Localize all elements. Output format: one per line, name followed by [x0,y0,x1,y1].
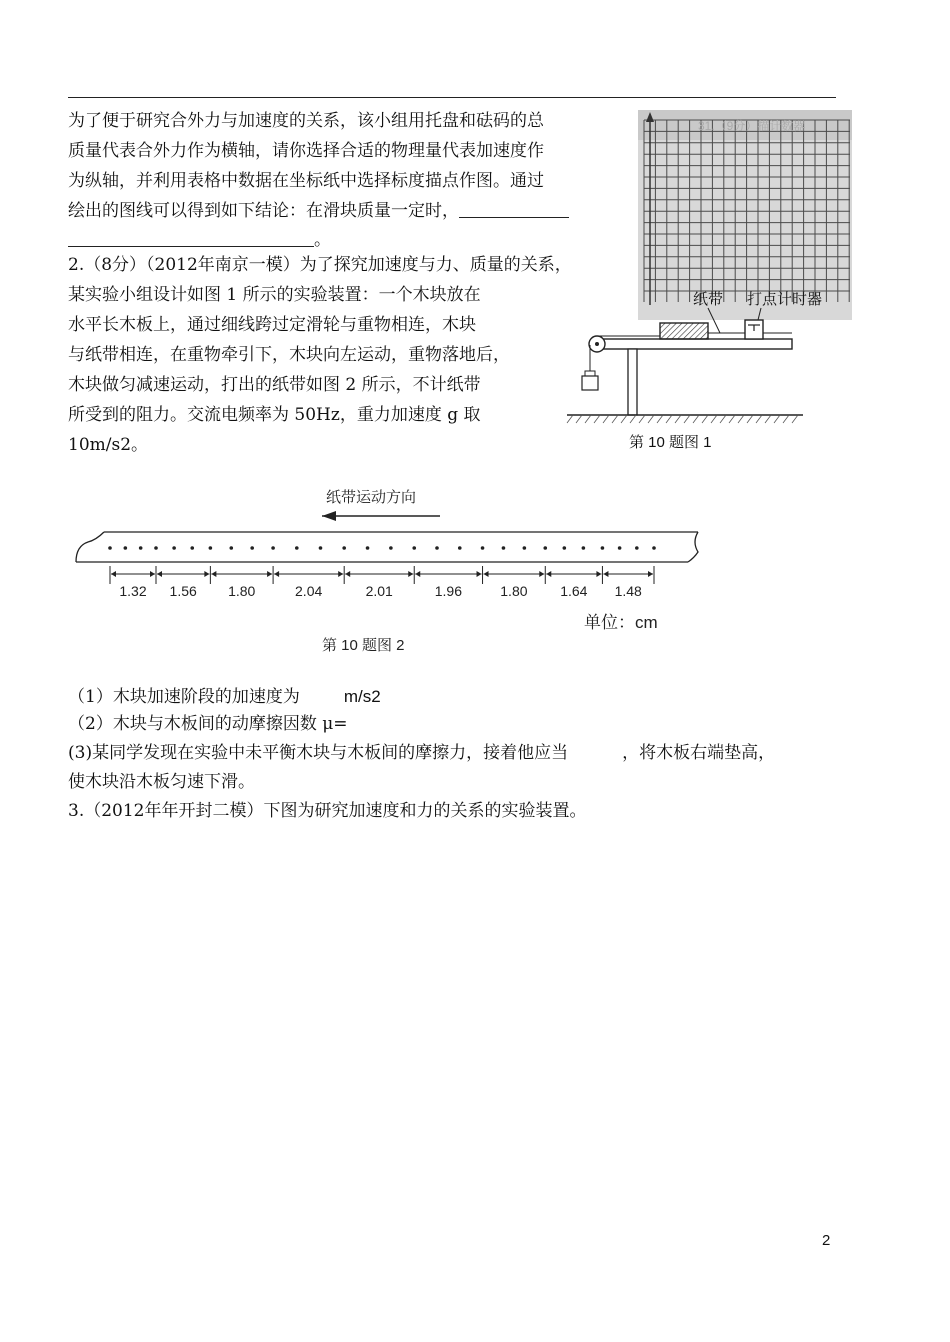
ground-hatch [639,415,645,423]
dimension-arrowhead [648,571,653,577]
tape-figure [68,480,708,660]
direction-label: 纸带运动方向 [326,489,417,506]
dimension-arrowhead [539,571,544,577]
sub-question-3 [68,738,775,768]
apparatus-figure [565,287,823,457]
segment-label: 1.48 [614,583,642,599]
ground-hatch [612,415,618,423]
dimension-arrowhead [603,571,608,577]
q2-line-7: 10m/s2。 [68,435,149,455]
intro-line-3: 为纵轴，并利用表格中数据在坐标纸中选择标度描点作图。通过 [68,171,544,191]
ground-hatch [765,415,771,423]
tape-dot [458,546,462,550]
sub-question-2: （2）木块与木板间的动摩擦因数 μ= [68,714,348,734]
fig1-caption: 第 10 题图 1 [629,434,712,451]
ground-hatch [567,415,573,423]
dimension-arrowhead [408,571,413,577]
dimension-arrowhead [204,571,209,577]
tape-dot [295,546,299,550]
tape-dot [209,546,213,550]
ground-hatch [720,415,726,423]
ground-hatch [576,415,582,423]
ground-hatch [648,415,654,423]
dimension-arrowhead [415,571,420,577]
intro-line-5-end: 。 [314,230,331,250]
ground-hatch [711,415,717,423]
dimension-arrowhead [274,571,279,577]
fig2-caption: 第 10 题图 2 [322,637,405,654]
intro-line-4-text: 绘出的图线可以得到如下结论：在滑块质量一定时， [68,201,459,221]
sub-question-3-cont: 使木块沿木板匀速下滑。 [68,772,255,792]
segment-label: 1.80 [228,583,256,599]
tape-dot [319,546,323,550]
ground-hatch [756,415,762,423]
sub1-text: （1）木块加速阶段的加速度为 [68,687,300,707]
dimension-arrowhead [111,571,116,577]
header-rule [68,97,836,98]
tape-dot [389,546,393,550]
ground-hatch [693,415,699,423]
q2-line-4: 与纸带相连，在重物牵引下，木块向左运动，重物落地后， [68,345,510,365]
segment-label: 2.01 [365,583,393,599]
tape-dot [563,546,567,550]
q2-line-1: 2.（8分）（2012年南京一模）为了探究加速度与力、质量的关系， [68,255,572,275]
answer-blank-2[interactable] [68,229,314,247]
ground-hatch [792,415,798,423]
tape-dot [190,546,194,550]
tape-dot [543,546,547,550]
tape-dot [582,546,586,550]
dimension-arrowhead [267,571,272,577]
segment-label: 1.64 [560,583,588,599]
ground-hatch [729,415,735,423]
ground-hatch [666,415,672,423]
segment-label: 1.56 [169,583,197,599]
ground-hatch [594,415,600,423]
label-timer: 打点计时器 [747,291,823,308]
tape-dot [271,546,275,550]
q3-line-1: 3.（2012年年开封二模）下图为研究加速度和力的关系的实验装置。 [68,801,587,821]
page-number: 2 [822,1232,831,1249]
dimension-arrowhead [484,571,489,577]
ground-hatch [621,415,627,423]
ground-hatch [774,415,780,423]
tape-dot [435,546,439,550]
dimension-arrowhead [596,571,601,577]
tape-dot [618,546,622,550]
ground-hatch [783,415,789,423]
sub3-text-b: ，将木板右端垫高， [622,743,776,763]
segment-label: 1.96 [434,583,463,599]
ground-hatch [738,415,744,423]
tape-dot [124,546,128,550]
ground-hatch [630,415,636,423]
ground-hatch [585,415,591,423]
ground-hatch [684,415,690,423]
tape-dot [172,546,176,550]
ground-hatch [747,415,753,423]
tape-dot [635,546,639,550]
tape-dot [601,546,605,550]
dimension-arrowhead [150,571,155,577]
intro-line-4 [68,196,569,226]
dimension-arrowhead [477,571,482,577]
dimension-arrowhead [157,571,162,577]
tape-dot [481,546,485,550]
label-tape: 纸带 [693,291,724,308]
ground-hatch [657,415,663,423]
tape-dot [502,546,506,550]
sub3-text-a: (3)某同学发现在实验中未平衡木块与木板间的摩擦力，接着他应当 [68,743,569,763]
ground-hatch [603,415,609,423]
tape-dot [139,546,143,550]
tape-dot [412,546,416,550]
dimension-arrowhead [338,571,343,577]
segment-label: 1.32 [119,583,147,599]
dimension-arrowhead [345,571,350,577]
tape-dot [366,546,370,550]
tape-dot [229,546,233,550]
segment-label: 2.04 [295,583,323,599]
tape-dot [154,546,158,550]
q2-line-6: 所受到的阻力。交流电频率为 50Hz，重力加速度 g 取 [68,405,481,425]
answer-blank-1[interactable] [459,200,569,218]
q2-line-5: 木块做匀减速运动，打出的纸带如图 2 所示，不计纸带 [68,375,481,395]
ground-hatch [702,415,708,423]
tape-dot [652,546,656,550]
tape-dot [523,546,527,550]
q2-line-2: 某实验小组设计如图 1 所示的实验装置：一个木块放在 [68,285,481,305]
unit-label: 单位：cm [584,613,658,632]
intro-line-2: 质量代表合外力作为横轴，请你选择合适的物理量代表加速度作 [68,141,544,161]
ground-hatch [675,415,681,423]
sub-question-1 [68,682,381,712]
intro-line-1: 为了便于研究合外力与加速度的关系，该小组用托盘和砝码的总 [68,111,544,131]
dimension-arrowhead [546,571,551,577]
svg-text:31.（9分）描计数器: 31.（9分）描计数器 [698,119,806,133]
tape-dot [342,546,346,550]
sub1-unit: m/s2 [343,687,381,706]
segment-label: 1.80 [500,583,528,599]
tape-dot [250,546,254,550]
tape-dot [108,546,112,550]
q2-line-3: 水平长木板上，通过细线跨过定滑轮与重物相连，木块 [68,315,476,335]
dimension-arrowhead [211,571,216,577]
